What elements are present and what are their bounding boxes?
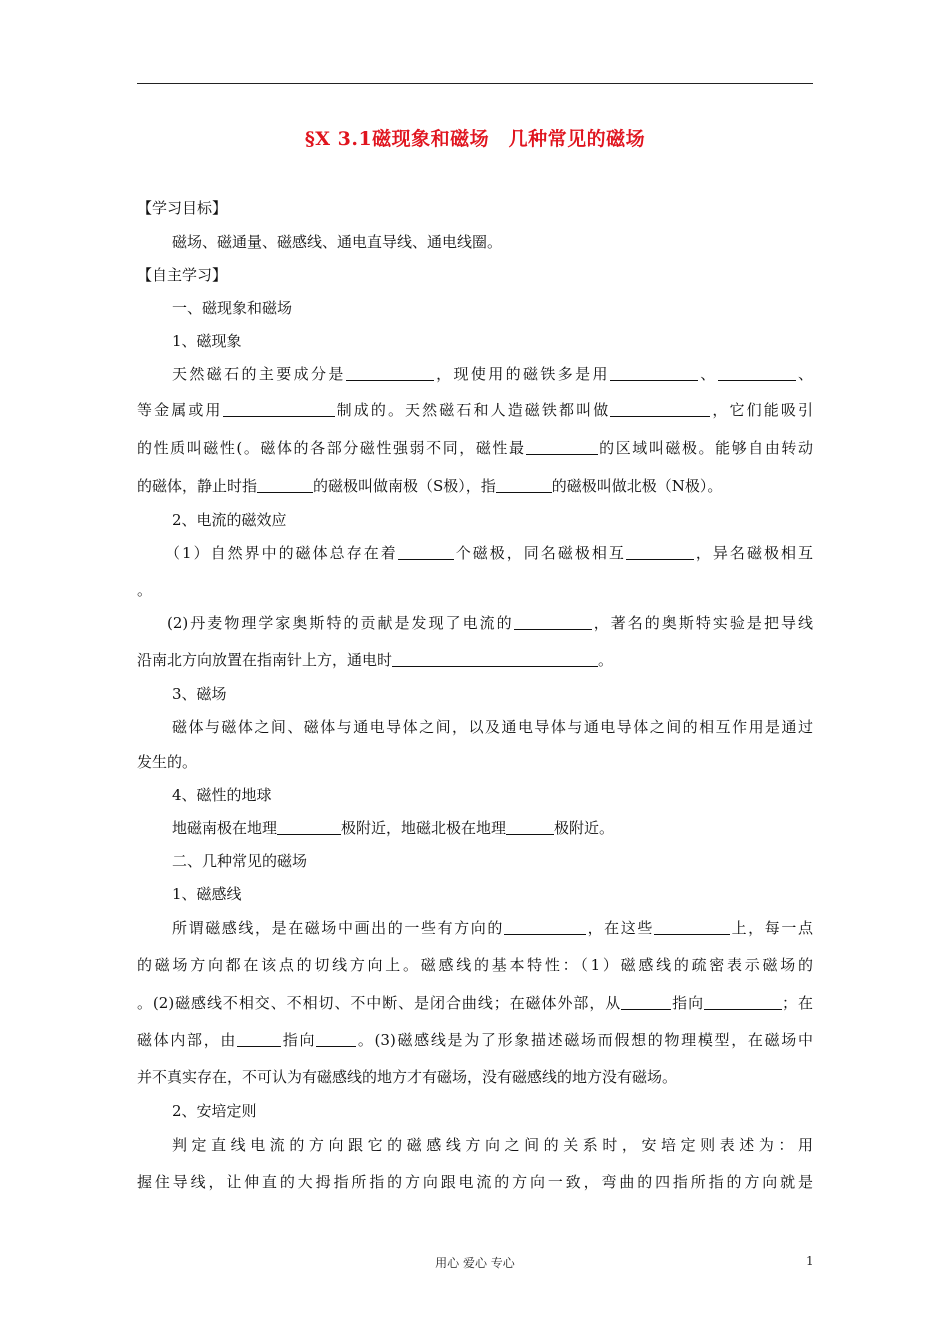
text-segment: 的性质叫磁性(。磁体的各部分磁性强弱不同，磁性最 xyxy=(137,439,526,457)
text-segment: 。(3)磁感线是为了形象描述磁场而假想的物理模型，在磁场中 xyxy=(356,1031,813,1049)
header-rule xyxy=(137,83,813,84)
p1-2-line-b xyxy=(137,613,813,633)
text-segment: 天然磁石的主要成分是 xyxy=(172,365,346,383)
part2-heading: 二、几种常见的磁场 xyxy=(172,852,308,870)
p1-1-line-c xyxy=(137,438,813,458)
goals-header: 【学习目标】 xyxy=(137,199,228,217)
text-segment: (2)丹麦物理学家奥斯特的贡献是发现了电流的 xyxy=(167,614,514,632)
text-segment: ，现使用的磁铁多是用 xyxy=(433,365,610,383)
fill-blank[interactable] xyxy=(718,366,796,381)
p1-2-heading: 2、电流的磁效应 xyxy=(172,511,287,529)
text-segment: 指向 xyxy=(671,994,705,1012)
text-segment: 、 xyxy=(795,365,813,383)
text-segment: 。 xyxy=(598,651,614,669)
page-number: 1 xyxy=(806,1254,814,1268)
fill-blank[interactable] xyxy=(526,440,598,455)
p1-4-heading: 4、磁性的地球 xyxy=(172,786,272,804)
p1-4-line-a xyxy=(137,818,813,838)
fill-blank[interactable] xyxy=(504,920,586,935)
fill-blank[interactable] xyxy=(621,995,671,1010)
fill-blank[interactable] xyxy=(496,478,552,493)
p2-1-line-e: 并不真实存在，不可认为有磁感线的地方才有磁场，没有磁感线的地方没有磁场。 xyxy=(137,1068,678,1086)
fill-blank[interactable] xyxy=(506,820,554,835)
fill-blank[interactable] xyxy=(257,478,313,493)
text-segment: 的磁极叫做北极（N极）。 xyxy=(551,477,723,495)
text-segment: 磁体内部，由 xyxy=(137,1031,238,1049)
fill-blank[interactable] xyxy=(237,1032,281,1047)
p2-1-heading: 1、磁感线 xyxy=(172,885,242,903)
p1-1-line-b xyxy=(137,400,813,420)
fill-blank[interactable] xyxy=(610,366,698,381)
self-study-header: 【自主学习】 xyxy=(137,266,228,284)
fill-blank[interactable] xyxy=(392,652,598,667)
text-segment: 指向 xyxy=(281,1031,317,1049)
fill-blank[interactable] xyxy=(654,920,730,935)
p1-2-line-a xyxy=(137,543,813,563)
fill-blank[interactable] xyxy=(610,402,710,417)
fill-blank[interactable] xyxy=(704,995,782,1010)
fill-blank[interactable] xyxy=(223,402,335,417)
fill-blank[interactable] xyxy=(626,545,694,560)
text-segment: 极附近。 xyxy=(554,819,615,837)
text-segment: 沿南北方向放置在指南针上方，通电时 xyxy=(137,651,393,669)
text-segment: ，在这些 xyxy=(585,919,654,937)
text-segment: ，异名磁极相互 xyxy=(693,544,813,562)
text-segment: ；在 xyxy=(782,994,813,1012)
fill-blank[interactable] xyxy=(277,820,341,835)
p1-1-line-d xyxy=(137,476,813,496)
text-segment: 。(2)磁感线不相交、不相切、不中断、是闭合曲线；在磁体外部，从 xyxy=(137,994,622,1012)
p2-1-line-a xyxy=(137,918,813,938)
text-segment: 等金属或用 xyxy=(137,401,223,419)
p1-2-line-a2: 。 xyxy=(137,581,153,599)
p1-2-line-c xyxy=(137,650,813,670)
p1-1-line-a xyxy=(137,364,813,384)
p2-1-line-d xyxy=(137,1030,813,1050)
text-segment: 地磁南极在地理 xyxy=(172,819,278,837)
goals-text: 磁场、磁通量、磁感线、通电直导线、通电线圈。 xyxy=(172,233,503,251)
p2-2-heading: 2、安培定则 xyxy=(172,1102,257,1120)
text-segment: ，著名的奥斯特实验是把导线 xyxy=(591,614,813,632)
fill-blank[interactable] xyxy=(398,545,454,560)
p1-3-heading: 3、磁场 xyxy=(172,685,227,703)
fill-blank[interactable] xyxy=(514,615,592,630)
text-segment: （1）自然界中的磁体总存在着 xyxy=(165,544,398,562)
p1-3-line-a: 磁体与磁体之间、磁体与通电导体之间，以及通电导体与通电导体之间的相互作用是通过 xyxy=(172,718,813,736)
p1-1-heading: 1、磁现象 xyxy=(172,332,242,350)
fill-blank[interactable] xyxy=(346,366,434,381)
page-title: §X 3.1磁现象和磁场 几种常见的磁场 xyxy=(304,128,646,150)
text-segment: 个磁极，同名磁极相互 xyxy=(453,544,626,562)
p2-1-line-c xyxy=(137,993,813,1013)
p2-2-line-a: 判定直线电流的方向跟它的磁感线方向之间的关系时，安培定则表述为：用 xyxy=(172,1136,813,1154)
text-segment: 所谓磁感线，是在磁场中画出的一些有方向的 xyxy=(172,919,504,937)
p2-1-line-b: 的磁场方向都在该点的切线方向上。磁感线的基本特性：（1）磁感线的疏密表示磁场的 xyxy=(137,956,813,974)
text-segment: 的磁体，静止时指 xyxy=(137,477,258,495)
text-segment: ，它们能吸引 xyxy=(710,401,813,419)
text-segment: 上，每一点 xyxy=(729,919,813,937)
part1-heading: 一、磁现象和磁场 xyxy=(172,299,293,317)
text-segment: 的磁极叫做南极（S极），指 xyxy=(313,477,496,495)
text-segment: 、 xyxy=(697,365,718,383)
text-segment: 的区域叫磁极。能够自由转动 xyxy=(597,439,813,457)
text-segment: 制成的。天然磁石和人造磁铁都叫做 xyxy=(334,401,611,419)
p1-3-line-b: 发生的。 xyxy=(137,753,198,771)
p2-2-line-b: 握住导线，让伸直的大拇指所指的方向跟电流的方向一致，弯曲的四指所指的方向就是 xyxy=(137,1173,813,1191)
text-segment: 极附近，地磁北极在地理 xyxy=(341,819,507,837)
page-footer: 用心 爱心 专心 xyxy=(435,1256,515,1270)
fill-blank[interactable] xyxy=(316,1032,356,1047)
